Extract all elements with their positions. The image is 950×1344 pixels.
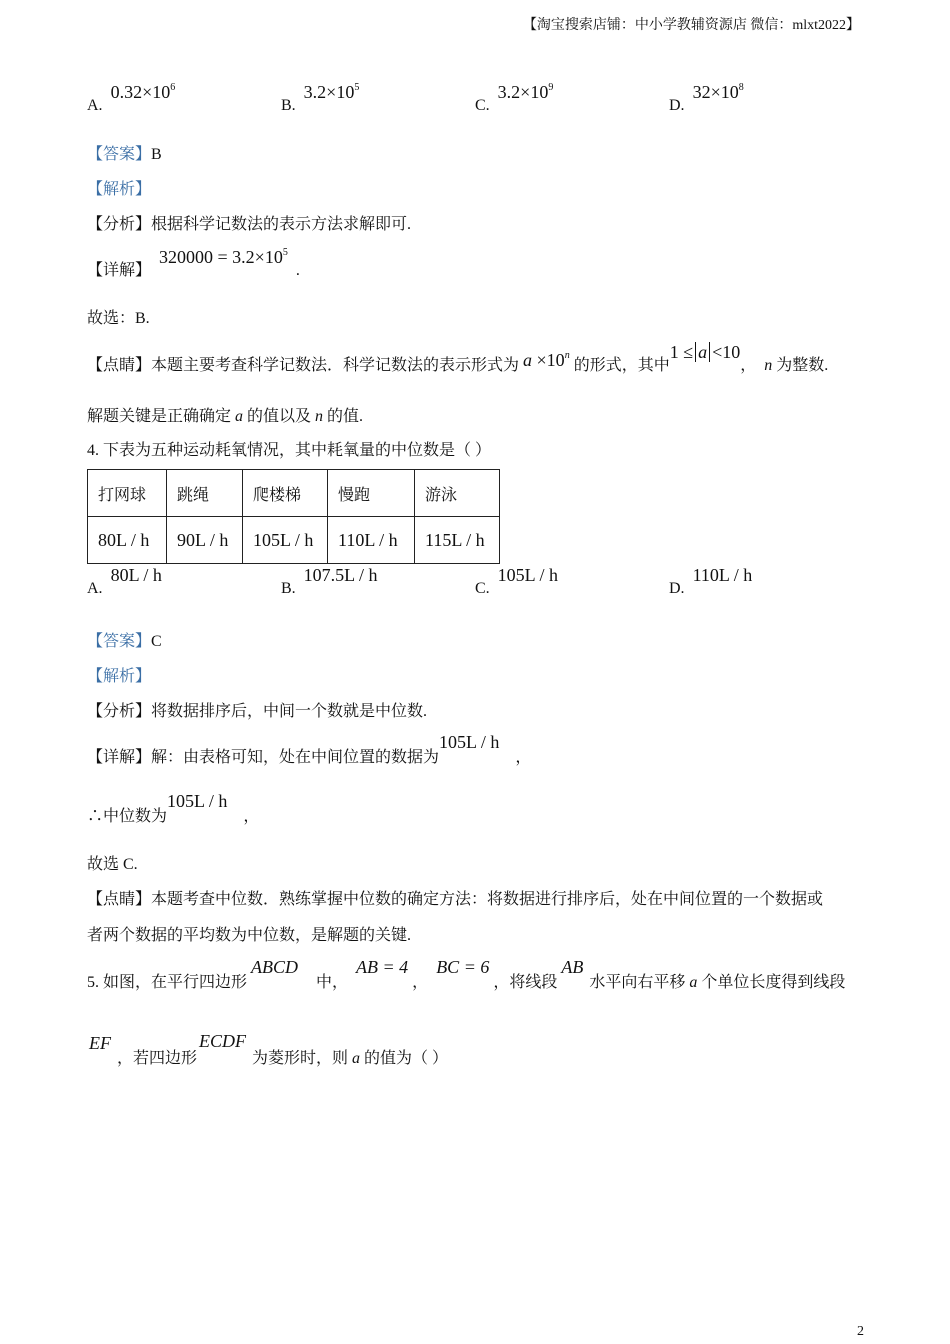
q4-comment: 【点睛】本题考查中位数．熟练掌握中位数的确定方法：将数据进行排序后，处在中间位置的一个数据或 bbox=[87, 891, 824, 908]
q3-detail: 【详解】 $320000 = 3.2\times 10^5$ . bbox=[87, 247, 300, 279]
q3-analysis-tag: 【解析】 bbox=[87, 181, 152, 198]
q4-option-d: D. 110L / h bbox=[669, 565, 753, 597]
q4-analysis-tag: 【解析】 bbox=[87, 668, 152, 685]
q3-option-d: D. $32\times 10^8$ bbox=[669, 82, 744, 114]
q3-comment: 【点睛】本题主要考查科学记数法．科学记数法的表示形式为 $a \times 10^n$ 的形式，其中1 ≤ a <10， n 为整数. bbox=[87, 342, 829, 374]
q4-option-a: A. 80L / h bbox=[87, 565, 162, 597]
q3-answer: 【答案】B bbox=[87, 146, 162, 163]
table-value-cell: 80L / h bbox=[88, 517, 167, 564]
table-header-cell: 游泳 bbox=[415, 470, 500, 517]
q4-option-c: C. 105L / h bbox=[475, 565, 558, 597]
q3-option-a: A. $0.32\times 10^6$ bbox=[87, 82, 176, 114]
q3-option-c: C. $3.2\times 10^9$ bbox=[475, 82, 554, 114]
table-header-cell: 跳绳 bbox=[167, 470, 243, 517]
oxygen-table bbox=[87, 469, 500, 564]
page-header: 【淘宝搜索店铺：中小学教辅资源店 微信：mlxt2022】 bbox=[522, 18, 860, 33]
q4-option-b: B. 107.5L / h bbox=[281, 565, 378, 597]
table-header-cell: 慢跑 bbox=[328, 470, 415, 517]
table-header-cell: 打网球 bbox=[88, 470, 167, 517]
table-value-cell: 115L / h bbox=[415, 517, 500, 564]
q3-comment-line2: 解题关键是正确确定 a 的值以及 n 的值. bbox=[87, 408, 364, 425]
table-value-cell: 110L / h bbox=[328, 517, 415, 564]
table-value-cell: 90L / h bbox=[167, 517, 243, 564]
q4-choose: 故选 C. bbox=[87, 856, 138, 873]
q4-therefore: ∴中位数为105L / h， bbox=[87, 791, 260, 825]
q4-stem: 4. 下表为五种运动耗氧情况，其中耗氧量的中位数是（ ） bbox=[87, 442, 492, 459]
page-number: 2 bbox=[857, 1324, 864, 1339]
table-header-cell: 爬楼梯 bbox=[243, 470, 328, 517]
q3-fenxi: 【分析】根据科学记数法的表示方法求解即可. bbox=[87, 216, 412, 233]
q5-stem-line1: 5. 如图，在平行四边形ABCD中，AB = 4，BC = 6，将线段AB水平向右平移 a 个单位长度得到线段 bbox=[87, 957, 846, 991]
q4-detail: 【详解】解：由表格可知，处在中间位置的数据为105L / h， bbox=[87, 732, 532, 766]
q4-answer: 【答案】C bbox=[87, 633, 162, 650]
q3-option-b: B. $3.2\times 10^5$ bbox=[281, 82, 360, 114]
table-value-cell: 105L / h bbox=[243, 517, 328, 564]
q4-comment-line2: 者两个数据的平均数为中位数，是解题的关键. bbox=[87, 927, 412, 944]
q4-fenxi: 【分析】将数据排序后，中间一个数就是中位数. bbox=[87, 703, 428, 720]
q5-stem-line2: EF，若四边形ECDF为菱形时，则 a 的值为（ ） bbox=[89, 1031, 449, 1067]
q3-choose: 故选：B. bbox=[87, 310, 150, 327]
